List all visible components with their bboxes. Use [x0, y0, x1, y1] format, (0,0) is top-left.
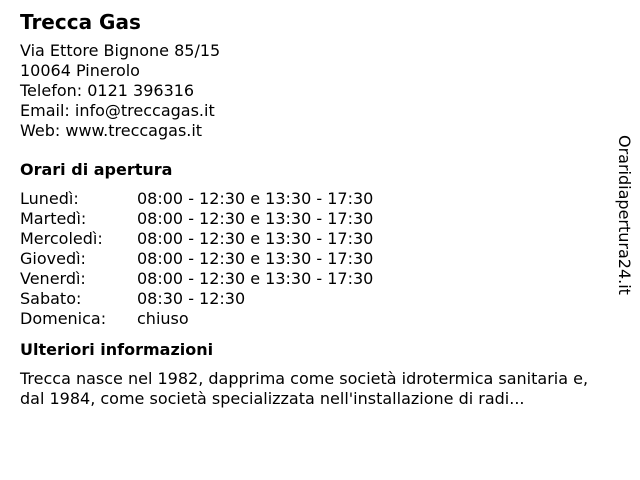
- hours-row-tuesday: [20, 209, 615, 229]
- city: 10064 Pinerolo: [20, 61, 140, 80]
- time-value: 08:00 - 12:30 e 13:30 - 17:30: [137, 229, 374, 248]
- business-card: [20, 10, 615, 409]
- website: Web: www.treccagas.it: [20, 121, 203, 140]
- opening-hours-list: [20, 189, 615, 329]
- more-info-text: Trecca nasce nel 1982, dapprima come società idrotermica sanitaria e, dal 1984, come società specializzata nell'installazione di radi...: [20, 369, 589, 408]
- hours-row-saturday: [20, 289, 615, 309]
- day-label: Martedì:: [20, 209, 87, 228]
- email: Email: info@treccagas.it: [20, 101, 215, 120]
- day-label: Sabato:: [20, 289, 82, 308]
- watermark-text: Oraridiapertura24.it: [615, 135, 634, 295]
- street-address: Via Ettore Bignone 85/15: [20, 41, 221, 60]
- day-label: Lunedì:: [20, 189, 79, 208]
- time-value: 08:30 - 12:30: [137, 289, 246, 308]
- day-label: Domenica:: [20, 309, 107, 328]
- hours-row-sunday: [20, 309, 615, 329]
- time-value: 08:00 - 12:30 e 13:30 - 17:30: [137, 249, 374, 268]
- hours-row-friday: [20, 269, 615, 289]
- day-label: Giovedì:: [20, 249, 86, 268]
- business-title: Trecca Gas: [20, 10, 141, 34]
- more-info-title: Ulteriori informazioni: [20, 340, 214, 359]
- address-block: [20, 41, 615, 141]
- phone: Telefon: 0121 396316: [20, 81, 195, 100]
- time-value: 08:00 - 12:30 e 13:30 - 17:30: [137, 269, 374, 288]
- time-value: chiuso: [137, 309, 189, 328]
- time-value: 08:00 - 12:30 e 13:30 - 17:30: [137, 189, 374, 208]
- day-label: Mercoledì:: [20, 229, 103, 248]
- hours-title: Orari di apertura: [20, 160, 173, 179]
- hours-row-monday: [20, 189, 615, 209]
- time-value: 08:00 - 12:30 e 13:30 - 17:30: [137, 209, 374, 228]
- hours-row-thursday: [20, 249, 615, 269]
- hours-row-wednesday: [20, 229, 615, 249]
- day-label: Venerdì:: [20, 269, 86, 288]
